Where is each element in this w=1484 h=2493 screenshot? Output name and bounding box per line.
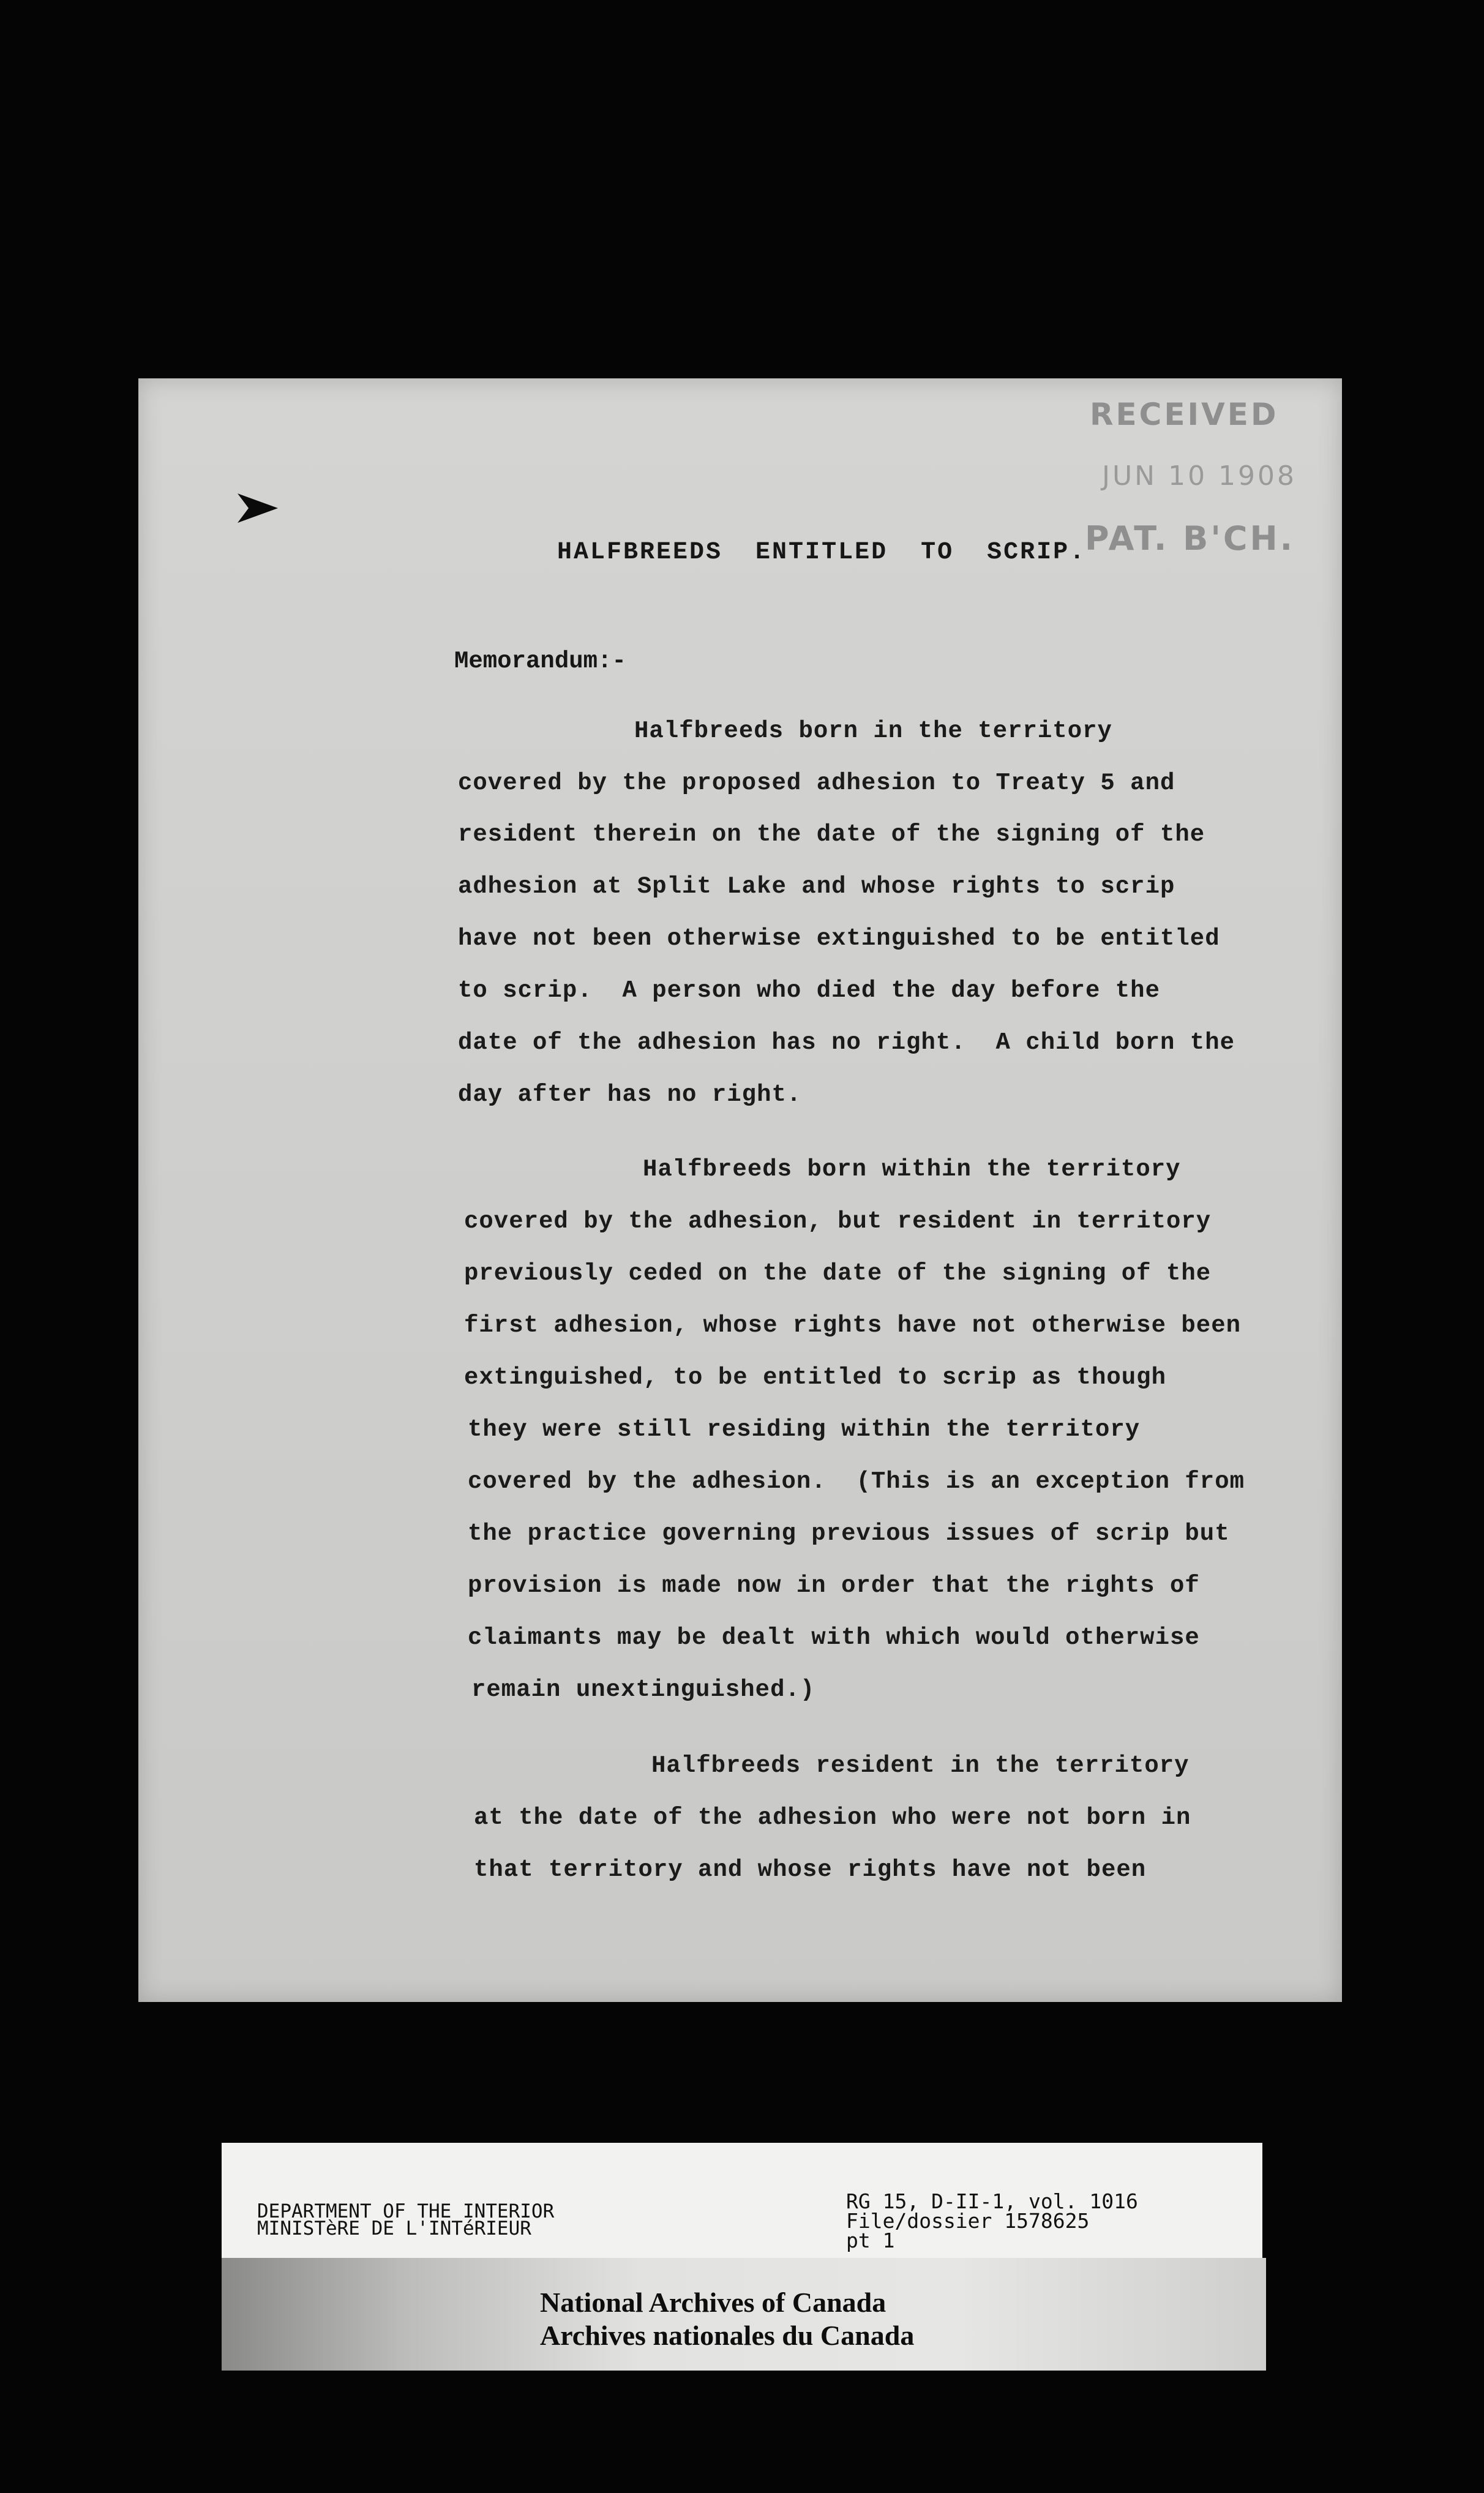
page-title: HALFBREEDS ENTITLED TO SCRIP. [557,539,1087,566]
arrow-marker-icon [235,490,284,527]
body-line: resident therein on the date of the signing of the [458,821,1205,848]
archives-name-fr: Archives nationales du Canada [540,2320,915,2351]
body-line: the practice governing previous issues of scrip but [468,1520,1230,1547]
reference-file: File/dossier 1578625 [846,2209,1090,2233]
body-line: they were still residing within the territory [468,1416,1141,1443]
department-name-en: DEPARTMENT OF THE INTERIOR [257,2200,555,2222]
received-stamp: RECEIVED [1090,397,1279,432]
body-line: day after has no right. [458,1081,802,1108]
body-line: to scrip. A person who died the day before the [458,977,1160,1004]
body-line: first adhesion, whose rights have not otherwise been [464,1312,1241,1339]
body-line: Halfbreeds born within the territory [643,1156,1181,1183]
body-line: previously ceded on the date of the signing of the [464,1260,1212,1287]
archives-stamp [222,2258,1266,2371]
body-line: have not been otherwise extinguished to be entitled [458,925,1220,952]
reference-volume: RG 15, D-II-1, vol. 1016 [846,2189,1138,2213]
body-line: adhesion at Split Lake and whose rights to scrip [458,873,1175,900]
archives-name [540,2286,914,2352]
department-name [257,2200,555,2240]
body-line: covered by the adhesion, but resident in territory [464,1208,1212,1235]
archives-name-en: National Archives of Canada [540,2287,886,2318]
received-stamp-date: JUN 10 1908 [1102,460,1297,492]
body-line: extinguished, to be entitled to scrip as though [464,1364,1166,1391]
body-line: claimants may be dealt with which would otherwise [468,1624,1200,1651]
body-line: that territory and whose rights have not been [474,1856,1147,1883]
reference-part: pt 1 [846,2229,895,2252]
body-line: Halfbreeds born in the territory [634,718,1112,744]
body-line: covered by the proposed adhesion to Treaty 5 and [458,770,1175,797]
received-stamp-branch: PAT. B'CH. [1085,519,1295,558]
reference-number [846,2189,1138,2252]
body-line: Halfbreeds resident in the territory [651,1752,1190,1779]
body-line: covered by the adhesion. (This is an exception from [468,1468,1245,1495]
department-name-fr: MINISTèRE DE L'INTéRIEUR [257,2217,531,2240]
archive-reference-label [222,2143,1262,2259]
body-line: date of the adhesion has no right. A child born the [458,1029,1235,1056]
memorandum-label: Memorandum:- [454,648,626,675]
body-line: remain unextinguished.) [471,1676,815,1703]
body-line: provision is made now in order that the rights of [468,1572,1200,1599]
body-line: at the date of the adhesion who were not born in [474,1804,1191,1831]
